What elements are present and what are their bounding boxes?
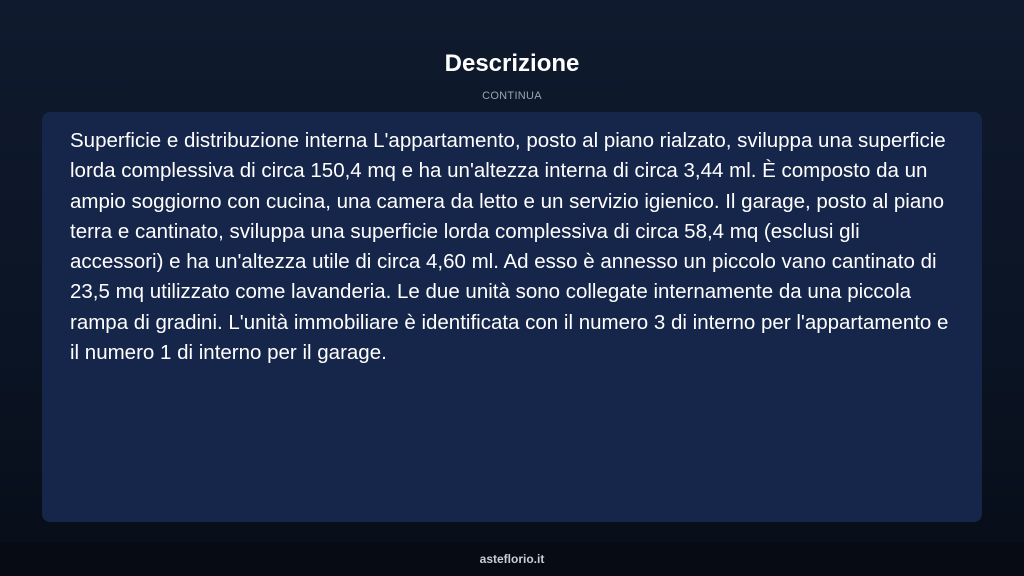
description-card xyxy=(42,112,982,522)
description-text: Superficie e distribuzione interna L'appartamento, posto al piano rialzato, sviluppa una superficie lorda complessiva di circa 150,4 mq e ha un'altezza interna di circa 3,44 ml. È composto da un ampio soggiorno con cucina, una camera da letto e un servizio igienico. Il garage, posto al piano terra e cantinato, sviluppa una superficie lorda complessiva di circa 58,4 mq (esclusi gli accessori) e ha un'altezza utile di circa 4,60 ml. Ad esso è annesso un piccolo vano cantinato di 23,5 mq utilizzato come lavanderia. Le due unità sono collegate internamente da una piccola rampa di gradini. L'unità immobiliare è identificata con il numero 3 di interno per l'appartamento e il numero 1 di interno per il garage. xyxy=(70,129,949,365)
footer-bar xyxy=(0,543,1024,576)
continue-link[interactable]: CONTINUA xyxy=(482,90,542,102)
site-brand[interactable]: asteflorio.it xyxy=(479,552,545,566)
page-title: Descrizione xyxy=(444,50,580,77)
